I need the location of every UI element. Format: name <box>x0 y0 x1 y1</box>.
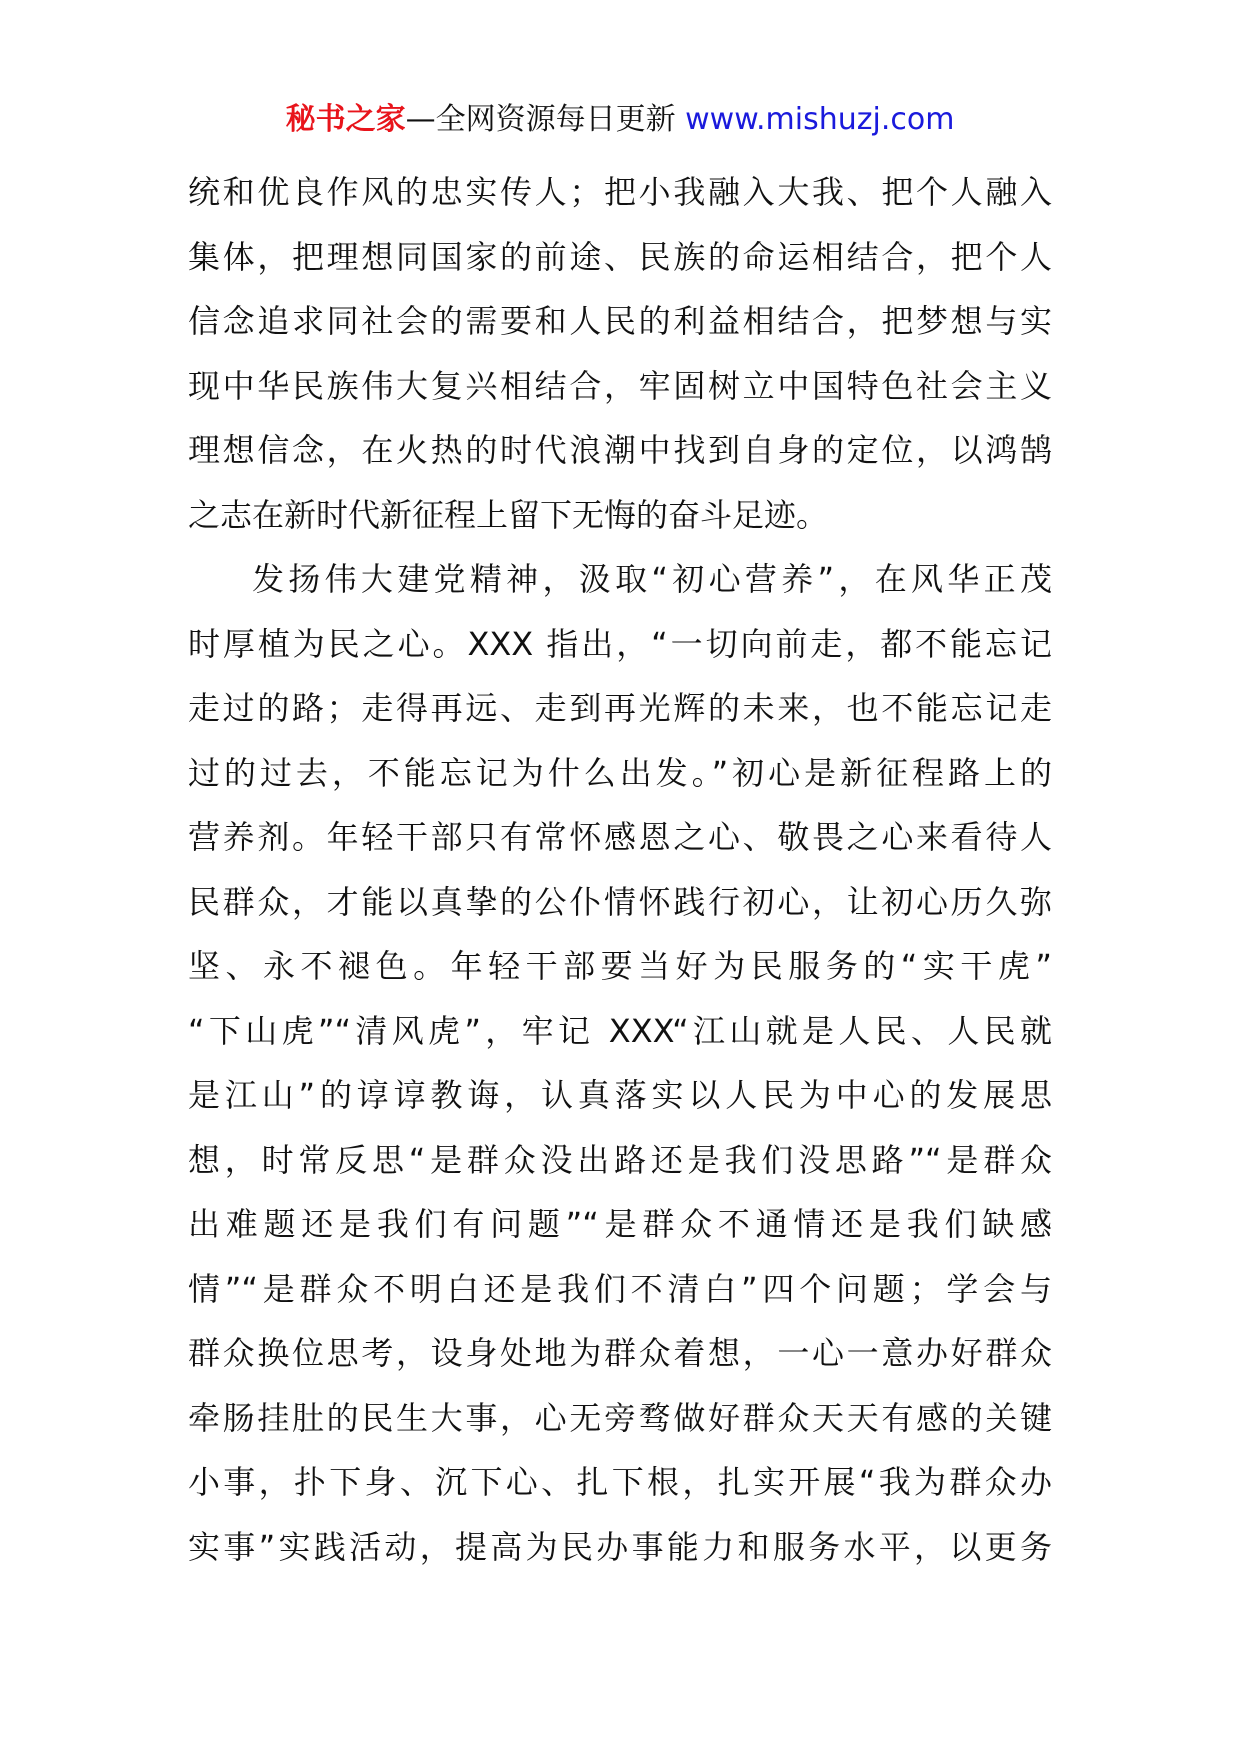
brand-name: 秘书之家 <box>285 102 406 137</box>
document-body <box>188 160 1052 1579</box>
text-line: 时厚植为民之心。XXX 指出，“一切向前走，都不能忘记 <box>188 624 1052 663</box>
text-line: 出难题还是我们有问题”“是群众不通情还是我们缺感 <box>188 1205 1052 1243</box>
text-line: 情”“是群众不明白还是我们不清白”四个问题；学会与 <box>188 1269 1052 1308</box>
text-line: 集体，把理想同国家的前途、民族的命运相结合，把个人 <box>188 237 1052 276</box>
text-line: 信念追求同社会的需要和人民的利益相结合，把梦想与实 <box>188 302 1052 340</box>
text-line: 小事，扑下身、沉下心、扎下根，扎实开展“我为群众办 <box>188 1463 1052 1501</box>
text-line: “下山虎”“清风虎”，牢记 XXX“江山就是人民、人民就 <box>188 1011 1052 1050</box>
header-slogan: —全网资源每日更新 <box>405 102 686 137</box>
text-line: 牵肠挂肚的民生大事，心无旁骛做好群众天天有感的关键 <box>188 1398 1052 1437</box>
text-line: 过的过去，不能忘记为什么出发。”初心是新征程路上的 <box>188 753 1052 792</box>
text-line: 坚、永不褪色。年轻干部要当好为民服务的“实干虎” <box>188 947 1052 985</box>
text-line: 走过的路；走得再远、走到再光辉的未来，也不能忘记走 <box>188 689 1052 727</box>
text-line: 发扬伟大建党精神，汲取“初心营养”，在风华正茂 <box>252 560 1052 598</box>
text-line: 现中华民族伟大复兴相结合，牢固树立中国特色社会主义 <box>188 366 1052 405</box>
text-line: 理想信念，在火热的时代浪潮中找到自身的定位，以鸿鹄 <box>188 431 1052 469</box>
text-line: 实事”实践活动，提高为民办事能力和服务水平，以更务 <box>188 1527 1052 1566</box>
text-line: 统和优良作风的忠实传人；把小我融入大我、把个人融入 <box>188 173 1052 211</box>
website-link[interactable]: www.mishuzj.com <box>685 102 955 137</box>
text-line: 营养剂。年轻干部只有常怀感恩之心、敬畏之心来看待人 <box>188 818 1052 856</box>
text-line: 群众换位思考，设身处地为群众着想，一心一意办好群众 <box>188 1334 1052 1372</box>
text-line: 民群众，才能以真挚的公仆情怀践行初心，让初心历久弥 <box>188 882 1052 921</box>
text-line: 是江山”的谆谆教诲，认真落实以人民为中心的发展思 <box>188 1076 1052 1114</box>
text-line: 想，时常反思“是群众没出路还是我们没思路”“是群众 <box>188 1140 1052 1179</box>
text-line: 之志在新时代新征程上留下无悔的奋斗足迹。 <box>188 495 829 534</box>
page-header <box>0 100 1240 140</box>
